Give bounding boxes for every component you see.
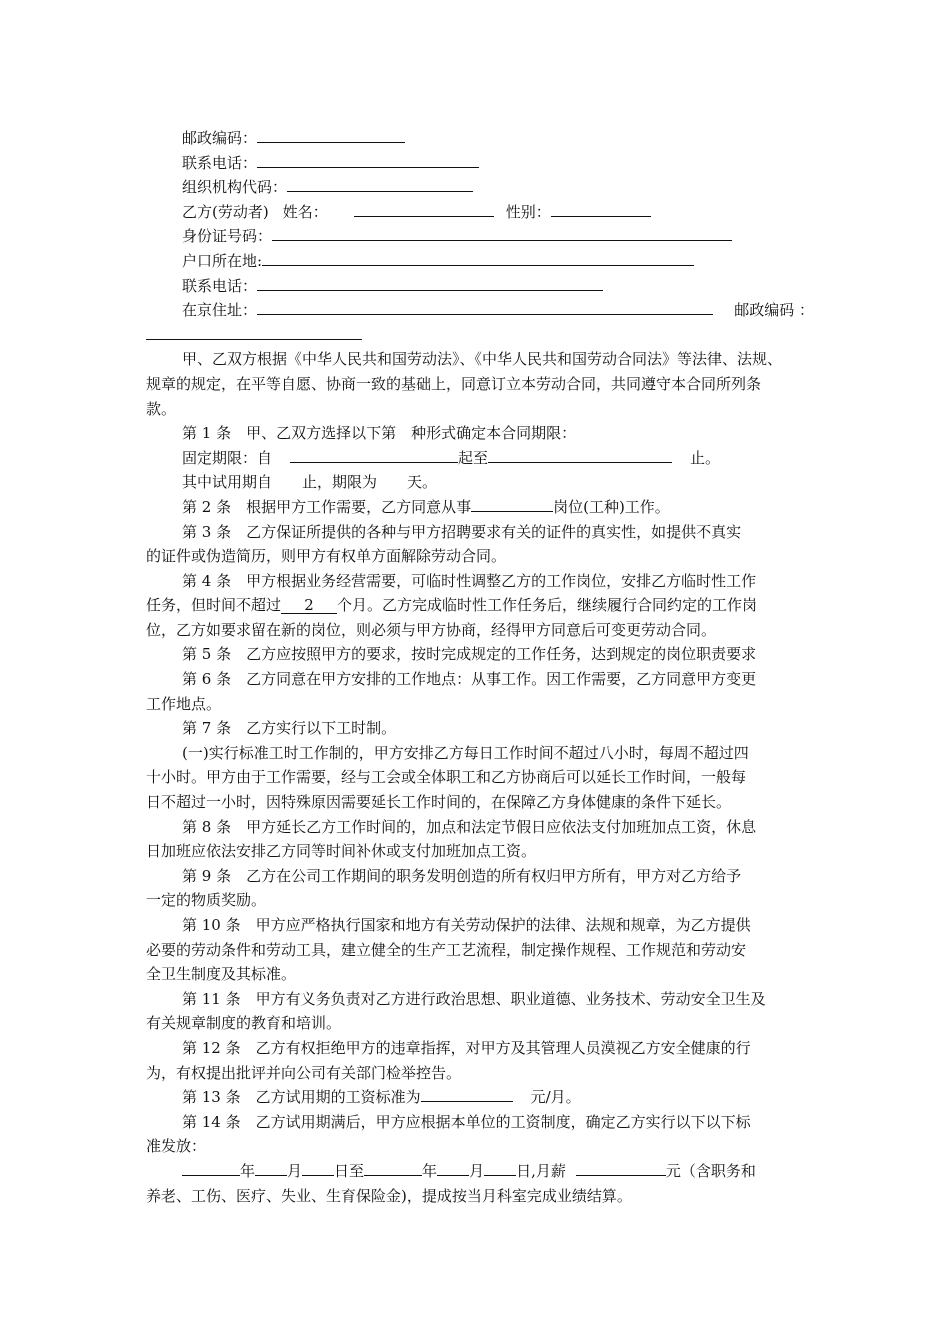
postcode-label: 邮政编码：	[182, 129, 258, 147]
postcode2-blank[interactable]	[146, 323, 362, 340]
trial-salary-blank[interactable]	[421, 1085, 513, 1102]
start-year-blank[interactable]	[182, 1159, 240, 1176]
article-7: 第 7 条 乙方实行以下工时制。	[182, 719, 397, 738]
article-10-line-1: 第 10 条 甲方应严格执行国家和地方有关劳动保护的法律、法规和规章，为乙方提供	[182, 916, 751, 934]
article-14-line-2: 准发放：	[146, 1137, 207, 1156]
end-label: 止。	[690, 448, 721, 467]
article-1-fixed-term	[146, 446, 814, 471]
article-13	[146, 1085, 814, 1110]
article-4-line-1: 第 4 条 甲方根据业务经营需要，可临时性调整乙方的工作岗位，安排乙方临时性工作	[182, 571, 757, 590]
article-2-text: 第 2 条 根据甲方工作需要，乙方同意从事	[182, 497, 472, 516]
trial-from-label: 其中试用期自	[182, 473, 273, 492]
fixed-term-start-blank[interactable]	[290, 446, 458, 463]
article-13-text: 第 13 条 乙方试用期的工资标准为	[182, 1088, 421, 1107]
postcode-row	[146, 126, 814, 151]
party-b-row	[146, 200, 814, 225]
article-12-line-1: 第 12 条 乙方有权拒绝甲方的违章指挥，对甲方及其管理人员漠视乙方安全健康的行	[182, 1038, 751, 1057]
phone2-blank[interactable]	[257, 274, 603, 291]
article-6-line-2: 工作地点。	[146, 694, 222, 713]
year-label: 年	[240, 1161, 256, 1180]
preamble-line-1: 甲、乙双方根据《中华人民共和国劳动法》、《中华人民共和国劳动合同法》等法律、法规、	[182, 350, 783, 369]
org-code-label: 组织机构代码：	[182, 178, 288, 197]
id-label: 身份证号码：	[182, 227, 273, 246]
month-label: 月	[287, 1161, 303, 1180]
hukou-row	[146, 249, 814, 274]
article-11-line-1: 第 11 条 甲方有义务负责对乙方进行政治思想、职业道德、业务技术、劳动安全卫生及	[182, 989, 766, 1008]
article-4-line-2	[146, 593, 814, 618]
article-14-salary-row	[146, 1159, 814, 1184]
article-4-line-3: 位，乙方如要求留在新的岗位，则必须与甲方协商，经得甲方同意后可变更劳动合同。	[146, 620, 717, 639]
article-7-1-line-1: (一)实行标准工时工作制的，甲方安排乙方每日工作时间不超过八小时，每周不超过四	[182, 743, 749, 762]
start-day-blank[interactable]	[302, 1159, 334, 1176]
trial-until-label: 止，期限为	[302, 473, 378, 492]
gender-label: 性别：	[505, 202, 551, 221]
beijing-addr-blank[interactable]	[257, 298, 713, 315]
preamble-line-3: 款。	[146, 399, 177, 418]
phone-blank[interactable]	[257, 151, 479, 168]
beijing-addr-label: 在京住址：	[182, 301, 258, 320]
phone2-row	[146, 274, 814, 299]
phone-label: 联系电话：	[182, 153, 258, 172]
fixed-term-end-blank[interactable]	[488, 446, 672, 463]
contract-page	[146, 126, 814, 1208]
beijing-addr-row	[146, 298, 814, 323]
trial-days-label: 天。	[407, 473, 438, 492]
article-1-trial	[146, 470, 814, 495]
year-label-2: 年	[422, 1161, 438, 1180]
article-9-line-1: 第 9 条 乙方在公司工作期间的职务发明创造的所有权归甲方所有，甲方对乙方给予	[182, 866, 742, 885]
article-12-line-2: 为，有权提出批评并向公司有关部门检举控告。	[146, 1063, 462, 1082]
id-row	[146, 224, 814, 249]
article-14-line-1: 第 14 条 乙方试用期满后，甲方应根据本单位的工资制度，确定乙方实行以下以下标	[182, 1112, 751, 1131]
day-to-label: 日至	[334, 1161, 365, 1180]
end-day-blank[interactable]	[484, 1159, 516, 1176]
article-6-line-1: 第 6 条 乙方同意在甲方安排的工作地点：从事工作。因工作需要，乙方同意甲方变更	[182, 670, 757, 689]
article-4-text-2: 个月。乙方完成临时性工作任务后，继续履行合同约定的工作岗	[337, 596, 758, 615]
name-label: 姓名：	[282, 202, 328, 221]
article-8-line-1: 第 8 条 甲方延长乙方工作时间的，加点和法定节假日应依法支付加班加点工资，休息	[182, 817, 757, 836]
org-code-row	[146, 175, 814, 200]
months-value: 2	[281, 597, 337, 614]
article-10-line-3: 全卫生制度及其标准。	[146, 965, 297, 984]
article-1: 第 1 条 甲、乙双方选择以下第 种形式确定本合同期限：	[182, 424, 577, 443]
article-4-text: 任务，但时间不超过	[146, 596, 282, 615]
article-3-line-1: 第 3 条 乙方保证所提供的各种与甲方招聘要求有关的证件的真实性，如提供不真实	[182, 522, 742, 541]
article-9-line-2: 一定的物质奖励。	[146, 891, 267, 910]
start-month-blank[interactable]	[255, 1159, 287, 1176]
position-blank[interactable]	[471, 495, 553, 512]
fixed-term-label: 固定期限：自	[182, 448, 273, 467]
from-to-label: 起至	[458, 448, 489, 467]
month-label-2: 月	[469, 1161, 485, 1180]
article-5: 第 5 条 乙方应按照甲方的要求，按时完成规定的工作任务，达到规定的岗位职责要求	[182, 645, 757, 664]
monthly-salary-blank[interactable]	[576, 1159, 666, 1176]
article-3-line-2: 的证件或伪造简历，则甲方有权单方面解除劳动合同。	[146, 547, 507, 566]
article-8-line-2: 日加班应依法安排乙方同等时间补休或支付加班加点工资。	[146, 842, 537, 861]
article-2	[146, 495, 814, 520]
hukou-label: 户口所在地:	[182, 251, 263, 270]
article-2-suffix: 岗位(工种)工作。	[553, 497, 670, 516]
article-7-1-line-3: 日不超过一小时，因特殊原因需要延长工作时间的，在保障乙方身体健康的条件下延长。	[146, 793, 732, 812]
end-year-blank[interactable]	[364, 1159, 422, 1176]
article-13-suffix: 元/月。	[530, 1088, 581, 1107]
hukou-blank[interactable]	[262, 249, 694, 266]
postcode2-label: 邮政编码 ：	[734, 301, 814, 320]
name-blank[interactable]	[354, 200, 494, 217]
postcode2-row	[146, 323, 814, 348]
party-b-label: 乙方(劳动者)	[182, 202, 269, 221]
monthly-salary-label: 日,月薪	[516, 1161, 566, 1180]
article-14-line-4: 养老、工伤、医疗、失业、生育保险金)，提成按当月科室完成业绩结算。	[146, 1186, 632, 1205]
org-code-blank[interactable]	[287, 175, 473, 192]
article-10-line-2: 必要的劳动条件和劳动工具，建立健全的生产工艺流程，制定操作规程、工作规范和劳动安	[146, 940, 747, 959]
article-7-1-line-2: 十小时。甲方由于工作需要，经与工会或全体职工和乙方协商后可以延长工作时间，一般每	[146, 768, 747, 787]
phone2-label: 联系电话：	[182, 276, 258, 295]
gender-blank[interactable]	[551, 200, 651, 217]
postcode-blank[interactable]	[257, 126, 405, 143]
id-blank[interactable]	[272, 224, 732, 241]
end-month-blank[interactable]	[437, 1159, 469, 1176]
preamble-line-2: 规章的规定，在平等自愿、协商一致的基础上，同意订立本劳动合同，共同遵守本合同所列条	[146, 374, 762, 393]
phone-row	[146, 151, 814, 176]
article-11-line-2: 有关规章制度的教育和培训。	[146, 1014, 342, 1033]
yuan-label: 元（含职务和	[665, 1161, 756, 1180]
